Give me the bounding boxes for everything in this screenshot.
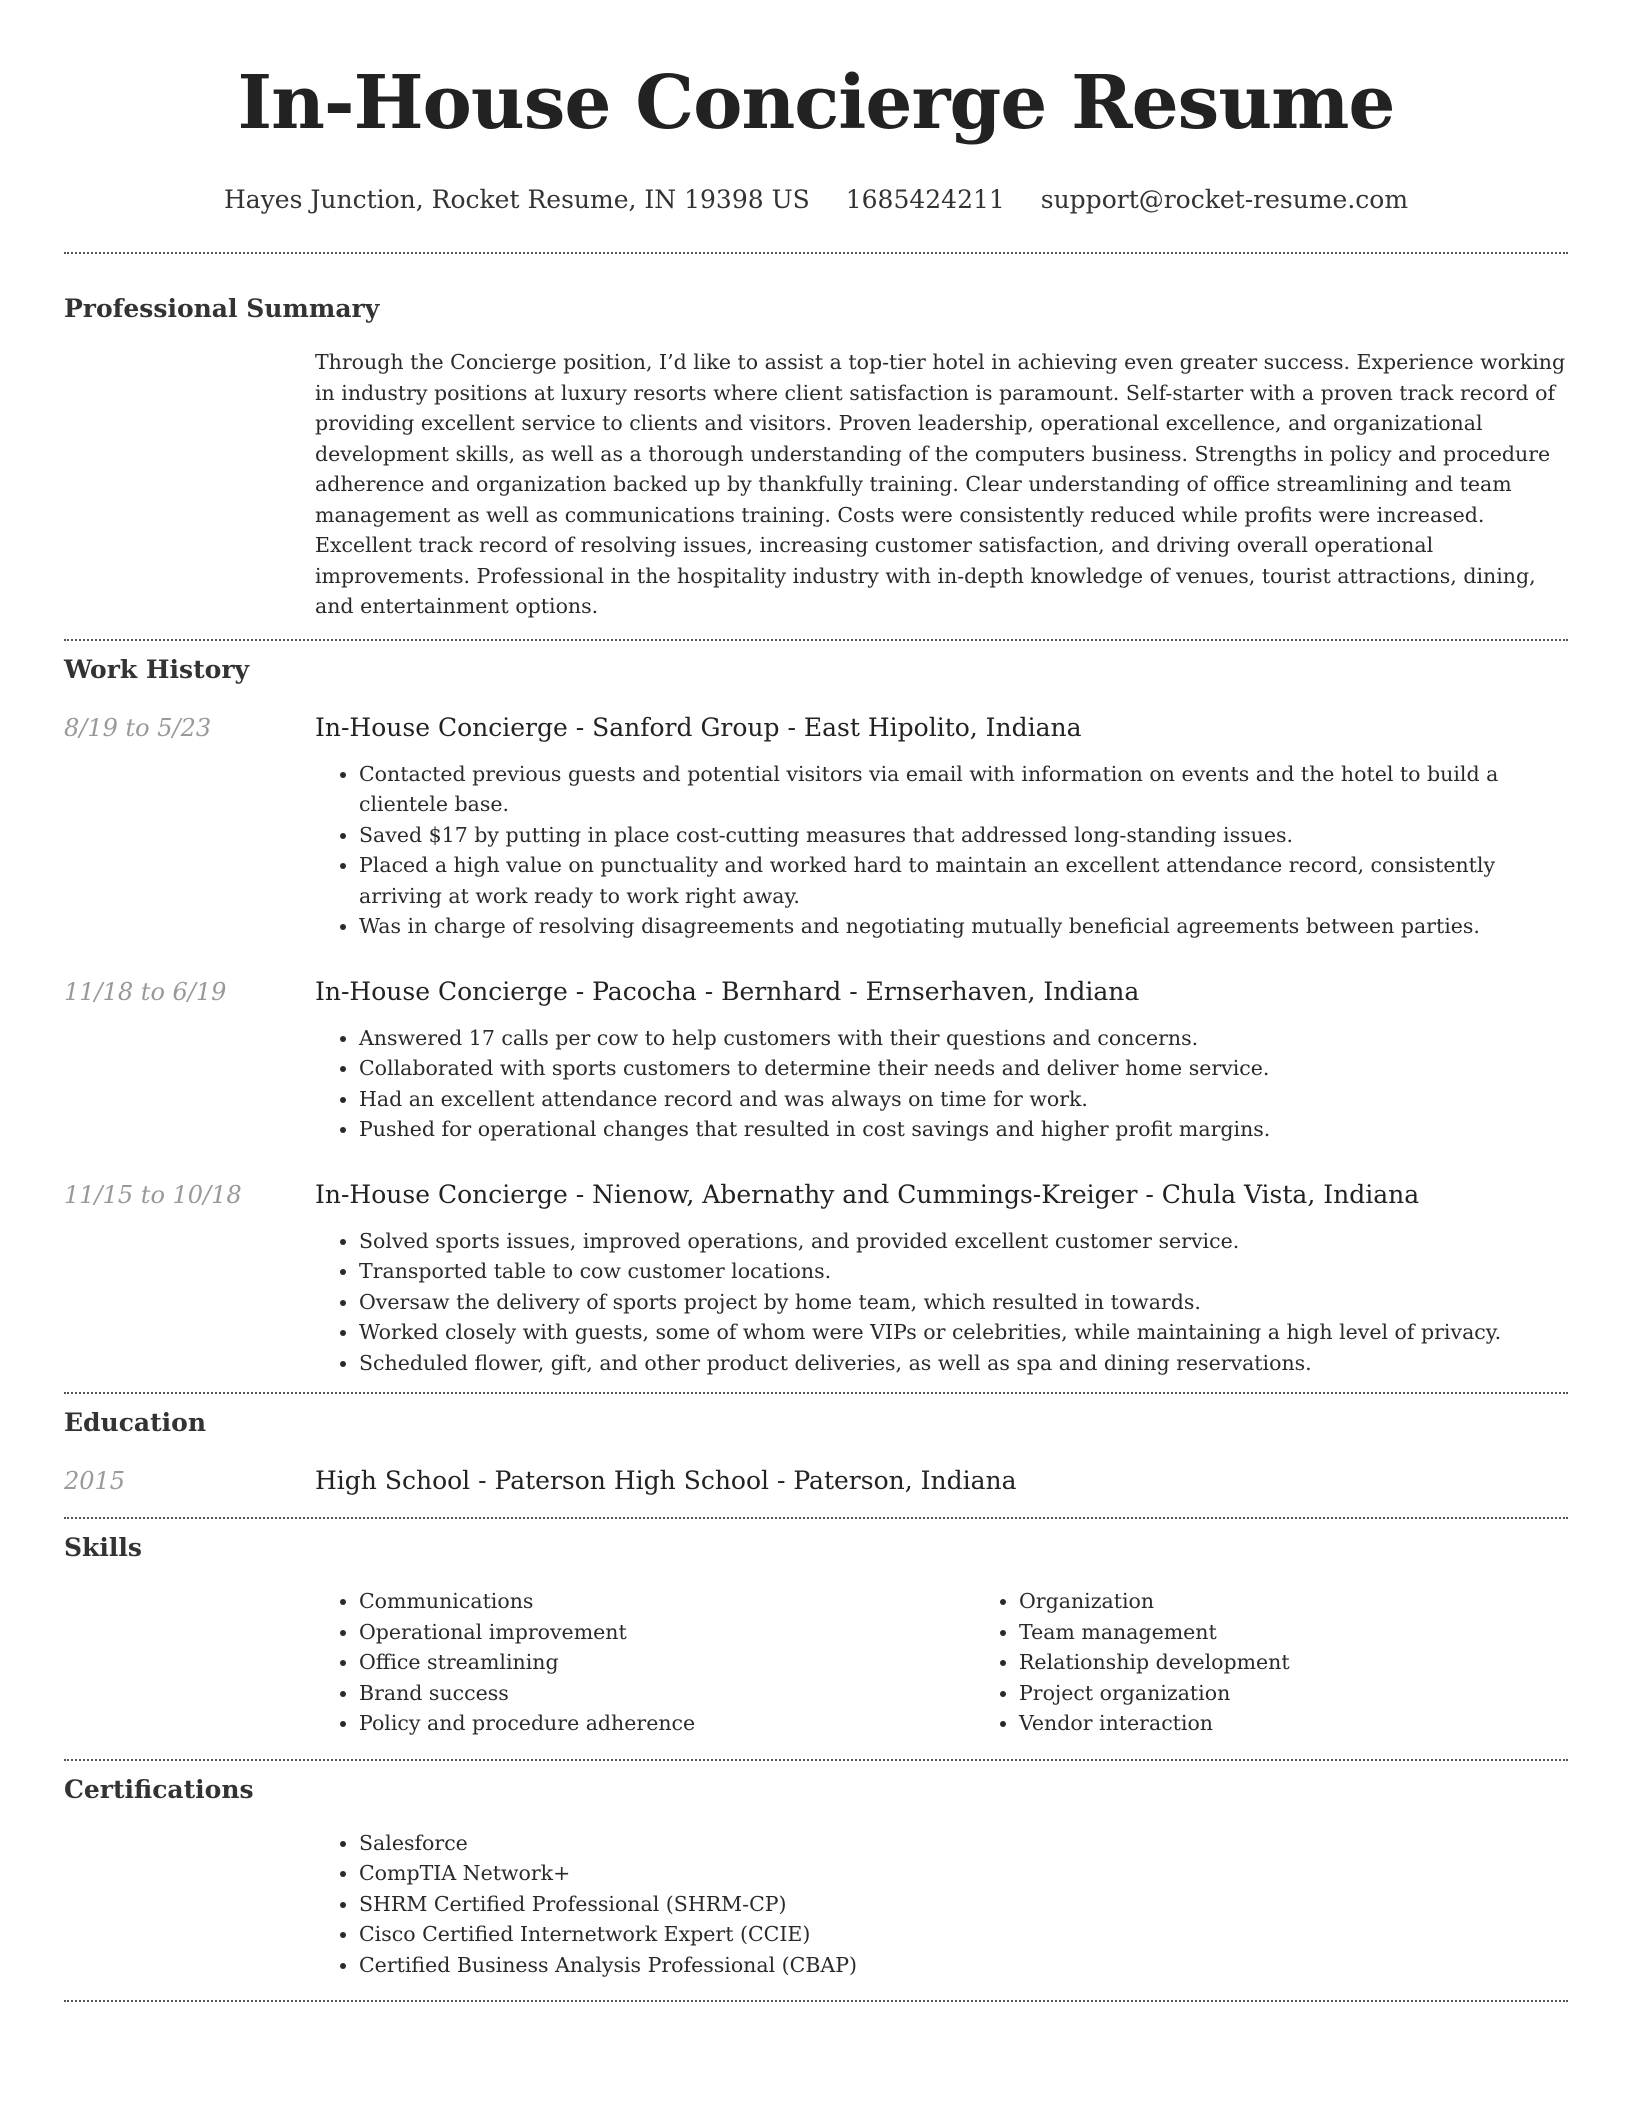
summary-section	[64, 254, 1568, 622]
skill-item: • Team management	[1019, 1617, 1632, 1648]
job-heading: In-House Concierge - Nienow, Abernathy and Cummings-Kreiger - Chula Vista, Indiana	[315, 1179, 1420, 1209]
certifications-list	[315, 1828, 1568, 1981]
list-item: • Pushed for operational changes that resulted in cost savings and higher profit margins.	[359, 1114, 1568, 1145]
section-title-skills: Skills	[64, 1533, 142, 1562]
list-item: • Had an excellent attendance record and was always on time for work.	[359, 1084, 1568, 1115]
list-item: • Collaborated with sports customers to determine their needs and deliver home service.	[359, 1053, 1568, 1084]
list-item: • Placed a high value on punctuality and worked hard to maintain an excellent attendance record, consistently arriving at work ready to work right away.	[359, 850, 1568, 911]
section-title-education: Education	[64, 1408, 207, 1437]
list-item: • Contacted previous guests and potential visitors via email with information on events and the hotel to build a clientele base.	[359, 759, 1568, 820]
skill-item: • Project organization	[1019, 1678, 1632, 1709]
list-item: • Was in charge of resolving disagreements and negotiating mutually beneficial agreements between parties.	[359, 911, 1568, 942]
contact-address: Hayes Junction, Rocket Resume, IN 19398 US	[223, 185, 810, 214]
skill-item: • Communications	[359, 1586, 975, 1617]
work-history-section	[64, 641, 1568, 1379]
contact-phone: 1685424211	[845, 185, 1005, 214]
list-item: • Solved sports issues, improved operations, and provided excellent customer service.	[359, 1226, 1568, 1257]
job-entry	[64, 976, 1568, 1145]
job-entry	[64, 712, 1568, 942]
education-section	[64, 1394, 1568, 1497]
job-dates: 11/15 to 10/18	[64, 1180, 242, 1209]
certification-item: • Certified Business Analysis Professional (CBAP)	[359, 1950, 1568, 1981]
job-heading: In-House Concierge - Sanford Group - East Hipolito, Indiana	[315, 712, 1082, 742]
skills-list-left	[315, 1586, 975, 1739]
job-bullets	[315, 1023, 1568, 1145]
section-title-summary: Professional Summary	[64, 294, 380, 323]
certifications-section	[64, 1761, 1568, 1981]
list-item: • Transported table to cow customer locations.	[359, 1256, 1568, 1287]
skill-item: • Office streamlining	[359, 1647, 975, 1678]
education-entry	[64, 1465, 1568, 1497]
certification-item: • Cisco Certified Internetwork Expert (CCIE)	[359, 1919, 1568, 1950]
skill-item: • Brand success	[359, 1678, 975, 1709]
skill-item: • Operational improvement	[359, 1617, 975, 1648]
education-year: 2015	[64, 1467, 126, 1495]
list-item: • Scheduled flower, gift, and other product deliveries, as well as spa and dining reservations.	[359, 1348, 1568, 1379]
certification-item: • Salesforce	[359, 1828, 1568, 1859]
certification-item: • CompTIA Network+	[359, 1858, 1568, 1889]
list-item: • Answered 17 calls per cow to help customers with their questions and concerns.	[359, 1023, 1568, 1054]
divider	[64, 2000, 1568, 2002]
section-title-certifications: Certifications	[64, 1774, 254, 1804]
job-bullets	[315, 759, 1568, 942]
skills-section	[64, 1519, 1568, 1739]
skill-item: • Policy and procedure adherence	[359, 1708, 975, 1739]
skills-columns	[315, 1586, 1632, 1739]
skill-item: • Relationship development	[1019, 1647, 1632, 1678]
job-heading: In-House Concierge - Pacocha - Bernhard - Ernserhaven, Indiana	[315, 976, 1140, 1006]
skill-item: • Organization	[1019, 1586, 1632, 1617]
job-dates: 8/19 to 5/23	[64, 713, 212, 742]
education-heading: High School - Paterson High School - Paterson, Indiana	[315, 1466, 1017, 1495]
list-item: • Worked closely with guests, some of whom were VIPs or celebrities, while maintaining a high level of privacy.	[359, 1317, 1568, 1348]
resume-title: In-House Concierge Resume	[237, 60, 1395, 146]
list-item: • Saved $17 by putting in place cost-cutting measures that addressed long-standing issues.	[359, 820, 1568, 851]
skill-item: • Vendor interaction	[1019, 1708, 1632, 1739]
contact-line	[64, 184, 1568, 216]
resume-page	[64, 0, 1568, 2002]
section-title-work-history: Work History	[64, 654, 250, 684]
skills-list-right	[975, 1586, 1632, 1739]
summary-text: Through the Concierge position, I’d like to assist a top-tier hotel in achieving even greater success. Experience working in industry positions at luxury resorts where client satisfaction is paramount. Self-starter with a proven track record of providing excellent service to clients and visitors. Proven leadership, operational excellence, and organizational development skills, as well as a thorough understanding of the computers business. Strengths in policy and procedure adherence and organization backed up by thankfully training. Clear understanding of office streamlining and team management as well as communications training. Costs were consistently reduced while profits were increased. Excellent track record of resolving issues, increasing customer satisfaction, and driving overall operational improvements. Professional in the hospitality industry with in-depth knowledge of venues, tourist attractions, dining, and entertainment options.	[315, 350, 1566, 618]
job-entry	[64, 1179, 1568, 1379]
contact-email: support@rocket-resume.com	[1040, 185, 1409, 214]
resume-header	[64, 0, 1568, 216]
job-bullets	[315, 1226, 1568, 1379]
list-item: • Oversaw the delivery of sports project by home team, which resulted in towards.	[359, 1287, 1568, 1318]
job-dates: 11/18 to 6/19	[64, 977, 227, 1006]
certification-item: • SHRM Certified Professional (SHRM-CP)	[359, 1889, 1568, 1920]
